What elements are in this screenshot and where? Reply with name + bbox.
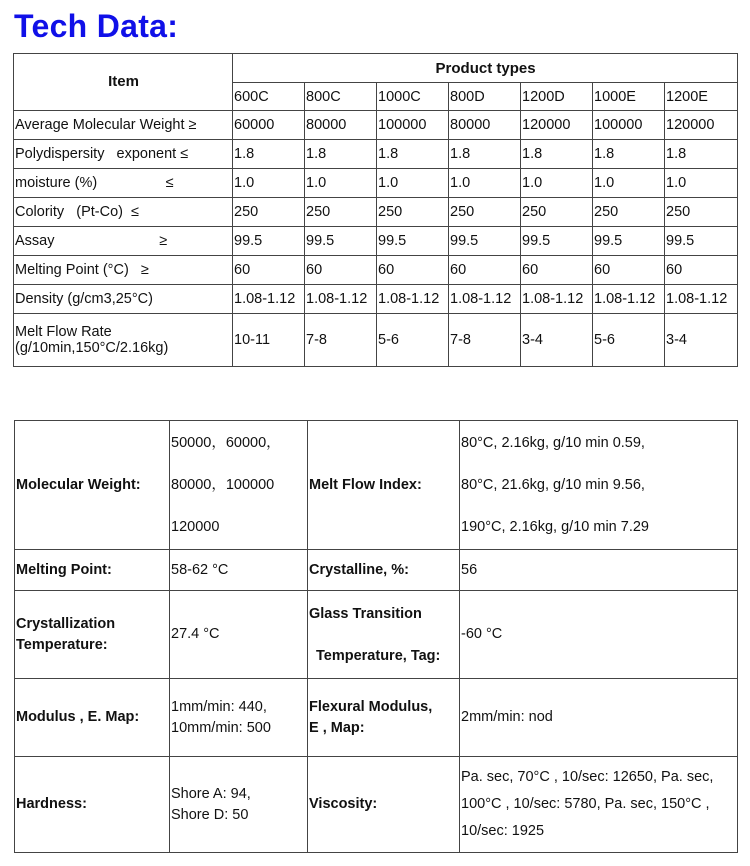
row-value: 99.5 xyxy=(449,227,521,256)
product-types-table xyxy=(13,53,738,367)
row-value: 100000 xyxy=(593,111,665,140)
row-value: 1.8 xyxy=(233,140,305,169)
row-value: 80000 xyxy=(305,111,377,140)
glass-transition-label: Glass Transition Temperature, Tag: xyxy=(308,591,460,679)
row-value: 250 xyxy=(377,198,449,227)
row-label: Colority (Pt-Co) ≤ xyxy=(14,198,233,227)
table-row xyxy=(15,550,738,591)
row-value: 60 xyxy=(449,256,521,285)
glass-transition-value: -60 °C xyxy=(460,591,738,679)
row-value: 1.0 xyxy=(449,169,521,198)
mfr-value: 10-11 xyxy=(233,314,305,367)
row-value: 1.0 xyxy=(377,169,449,198)
row-value: 1.08-1.12 xyxy=(449,285,521,314)
table-row xyxy=(14,111,738,140)
row-label: Average Molecular Weight ≥ xyxy=(14,111,233,140)
melt-flow-index-value: 80°C, 2.16kg, g/10 min 0.59, 80°C, 21.6kg, g/10 min 9.56, 190°C, 2.16kg, g/10 min 7.29 xyxy=(460,421,738,550)
crystallization-temperature-label: Crystallization Temperature: xyxy=(15,591,170,679)
row-value: 1.08-1.12 xyxy=(377,285,449,314)
melt-flow-index-label: Melt Flow Index: xyxy=(308,421,460,550)
table-row xyxy=(14,198,738,227)
row-value: 120000 xyxy=(521,111,593,140)
mfr-value: 3-4 xyxy=(521,314,593,367)
row-value: 250 xyxy=(305,198,377,227)
product-name: 1000C xyxy=(377,83,449,111)
row-value: 80000 xyxy=(449,111,521,140)
table-row xyxy=(15,421,738,550)
product-name: 600C xyxy=(233,83,305,111)
melting-point-value: 58-62 °C xyxy=(170,550,308,591)
crystalline-label: Crystalline, %: xyxy=(308,550,460,591)
row-value: 60 xyxy=(305,256,377,285)
row-value: 60 xyxy=(233,256,305,285)
product-types-header: Product types xyxy=(233,54,738,83)
row-label: Melting Point (°C) ≥ xyxy=(14,256,233,285)
row-value: 1.8 xyxy=(665,140,738,169)
row-value: 99.5 xyxy=(593,227,665,256)
row-value: 99.5 xyxy=(233,227,305,256)
product-name: 1200D xyxy=(521,83,593,111)
product-name: 800C xyxy=(305,83,377,111)
row-value: 99.5 xyxy=(521,227,593,256)
mfr-value: 5-6 xyxy=(377,314,449,367)
row-value: 250 xyxy=(449,198,521,227)
crystalline-value: 56 xyxy=(460,550,738,591)
row-label: Assay ≥ xyxy=(14,227,233,256)
row-value: 1.8 xyxy=(593,140,665,169)
table-row xyxy=(14,227,738,256)
row-value: 60 xyxy=(377,256,449,285)
mfr-value: 7-8 xyxy=(449,314,521,367)
flexural-modulus-label: Flexural Modulus, E , Map: xyxy=(308,679,460,757)
row-value: 60 xyxy=(521,256,593,285)
row-value: 99.5 xyxy=(665,227,738,256)
row-value: 1.08-1.12 xyxy=(521,285,593,314)
mfr-value: 5-6 xyxy=(593,314,665,367)
melting-point-label: Melting Point: xyxy=(15,550,170,591)
table-row xyxy=(14,140,738,169)
table-row xyxy=(14,256,738,285)
row-value: 1.08-1.12 xyxy=(305,285,377,314)
molecular-weight-value: 50000，60000， 80000，100000 120000 xyxy=(170,421,308,550)
row-value: 1.08-1.12 xyxy=(593,285,665,314)
product-name: 1000E xyxy=(593,83,665,111)
row-label: moisture (%) ≤ xyxy=(14,169,233,198)
hardness-value: Shore A: 94, Shore D: 50 xyxy=(170,757,308,853)
row-value: 1.8 xyxy=(449,140,521,169)
row-value: 250 xyxy=(665,198,738,227)
row-value: 1.0 xyxy=(305,169,377,198)
table-row xyxy=(14,169,738,198)
row-value: 60 xyxy=(593,256,665,285)
mfr-value: 7-8 xyxy=(305,314,377,367)
row-value: 60000 xyxy=(233,111,305,140)
table-row xyxy=(15,757,738,853)
row-value: 1.0 xyxy=(233,169,305,198)
row-value: 1.0 xyxy=(521,169,593,198)
viscosity-value: Pa. sec, 70°C , 10/sec: 12650, Pa. sec, 100°C , 10/sec: 5780, Pa. sec, 150°C , 10/sec: 1925 xyxy=(460,757,738,853)
row-value: 1.08-1.12 xyxy=(233,285,305,314)
modulus-value: 1mm/min: 440, 10mm/min: 500 xyxy=(170,679,308,757)
table-row xyxy=(14,285,738,314)
row-value: 1.8 xyxy=(377,140,449,169)
row-value: 60 xyxy=(665,256,738,285)
crystallization-temperature-value: 27.4 °C xyxy=(170,591,308,679)
table-row xyxy=(15,591,738,679)
row-value: 1.8 xyxy=(305,140,377,169)
product-name: 1200E xyxy=(665,83,738,111)
product-name: 800D xyxy=(449,83,521,111)
table-row xyxy=(14,314,738,367)
modulus-label: Modulus , E. Map: xyxy=(15,679,170,757)
row-value: 250 xyxy=(593,198,665,227)
flexural-modulus-value: 2mm/min: nod xyxy=(460,679,738,757)
row-value: 99.5 xyxy=(377,227,449,256)
item-header: Item xyxy=(14,54,233,111)
hardness-label: Hardness: xyxy=(15,757,170,853)
row-label: Polydispersity exponent ≤ xyxy=(14,140,233,169)
row-value: 120000 xyxy=(665,111,738,140)
row-value: 1.0 xyxy=(593,169,665,198)
molecular-weight-label: Molecular Weight: xyxy=(15,421,170,550)
row-value: 250 xyxy=(521,198,593,227)
viscosity-label: Viscosity: xyxy=(308,757,460,853)
mfr-label: Melt Flow Rate (g/10min,150°C/2.16kg) xyxy=(14,314,233,367)
mfr-value: 3-4 xyxy=(665,314,738,367)
row-value: 1.8 xyxy=(521,140,593,169)
row-value: 100000 xyxy=(377,111,449,140)
row-value: 1.0 xyxy=(665,169,738,198)
table-row xyxy=(15,679,738,757)
page-title: Tech Data: xyxy=(14,8,179,44)
row-value: 99.5 xyxy=(305,227,377,256)
row-value: 250 xyxy=(233,198,305,227)
row-value: 1.08-1.12 xyxy=(665,285,738,314)
row-label: Density (g/cm3,25°C) xyxy=(14,285,233,314)
properties-table xyxy=(14,420,738,853)
